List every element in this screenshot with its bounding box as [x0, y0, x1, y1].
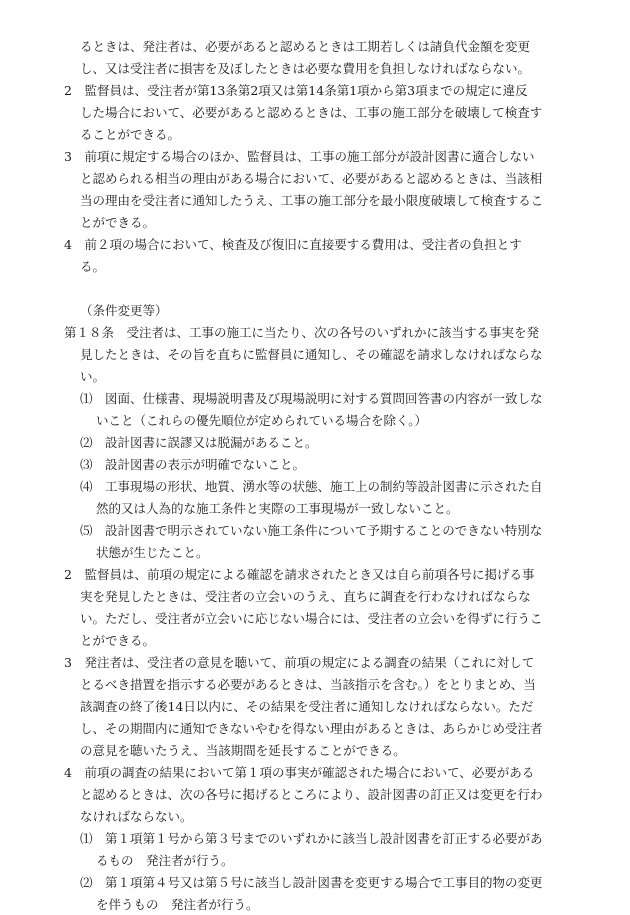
section-caption: （条件変更等）: [80, 303, 168, 318]
text-line: るときは、発注者は、必要があると認めるときは工期若しくは請負代金額を変更: [80, 39, 531, 54]
text-line: 3 前項に規定する場合のほか、監督員は、工事の施工部分が設計図書に適合しない: [64, 149, 535, 164]
text-line: るもの 発注者が行う。: [96, 853, 234, 868]
text-line: 見したときは、その旨を直ちに監督員に通知し、その確認を請求しなければならな: [80, 347, 543, 362]
text-line: 2 監督員は、受注者が第13条第2項又は第14条第1項から第3項までの規定に違反: [64, 83, 528, 98]
text-line: 3 発注者は、受注者の意見を聴いて、前項の規定による調査の結果（これに対して: [64, 655, 535, 670]
text-line: 当の理由を受注者に通知したうえ、工事の施工部分を最小限度破壊して検査するこ: [80, 193, 544, 208]
text-line: ⑸ 設計図書で明示されていない施工条件について予期することのできない特別な: [80, 523, 543, 538]
text-line: ることができる。: [80, 127, 181, 142]
text-line: した場合において、必要があると認めるときは、工事の施工部分を破壊して検査す: [80, 105, 543, 120]
text-line: と認められる相当の理由がある場合において、必要があると認めるときは、当該相: [80, 171, 543, 186]
text-line: 2 監督員は、前項の規定による確認を請求されたとき又は自ら前項各号に掲げる事: [64, 567, 535, 582]
text-line: ⑴ 図面、仕様書、現場説明書及び現場説明に対する質問回答書の内容が一致しな: [80, 391, 543, 406]
text-line: ⑴ 第１項第１号から第３号までのいずれかに該当し設計図書を訂正する必要があ: [80, 831, 543, 846]
text-line: なければならない。: [80, 809, 193, 824]
text-line: い。ただし、受注者が立会いに応じない場合には、受注者の立会いを得ずに行うこ: [80, 611, 543, 626]
text-line: し、又は受注者に損害を及ぼしたときは必要な費用を負担しなければならない。: [80, 61, 531, 76]
text-line: ⑷ 工事現場の形状、地質、湧水等の状態、施工上の制約等設計図書に示された自: [80, 479, 543, 494]
text-line: を伴うもの 発注者が行う。: [96, 897, 259, 912]
text-line: い。: [80, 369, 106, 384]
text-line: とるべき措置を指示する必要があるときは、当該指示を含む。）をとりまとめ、当: [80, 677, 536, 692]
text-line: 4 前２項の場合において、検査及び復旧に直接要する費用は、受注者の負担とす: [64, 237, 522, 252]
text-line: 状態が生じたこと。: [96, 545, 209, 560]
text-line: ⑶ 設計図書の表示が明確でないこと。: [80, 457, 306, 472]
text-line: し、その期間内に通知できないやむを得ない理由があるときは、あらかじめ受注者: [80, 721, 543, 736]
text-line: ⑵ 第１項第４号又は第５号に該当し設計図書を変更する場合で工事目的物の変更: [80, 875, 543, 890]
text-line: 然的又は人為的な施工条件と実際の工事現場が一致しないこと。: [96, 501, 459, 516]
text-line: の意見を聴いたうえ、当該期間を延長することができる。: [80, 743, 406, 758]
text-line: 4 前項の調査の結果において第１項の事実が確認された場合において、必要がある: [64, 765, 535, 780]
text-line: る。: [80, 259, 106, 274]
text-line: とができる。: [80, 215, 156, 230]
text-line: 実を発見したときは、受注者の立会いのうえ、直ちに調査を行わなければならな: [80, 589, 531, 604]
text-line: と認めるときは、次の各号に掲げるところにより、設計図書の訂正又は変更を行わ: [80, 787, 543, 802]
text-line: ⑵ 設計図書に誤謬又は脱漏があること。: [80, 435, 318, 450]
text-line: とができる。: [80, 633, 156, 648]
article-heading-line: 第１８条 受注者は、工事の施工に当たり、次の各号のいずれかに該当する事実を発: [64, 325, 540, 340]
text-line: いこと（これらの優先順位が定められている場合を除く。）: [96, 413, 428, 428]
text-line: 該調査の終了後14日以内に、その結果を受注者に通知しなければならない。ただ: [80, 699, 534, 714]
